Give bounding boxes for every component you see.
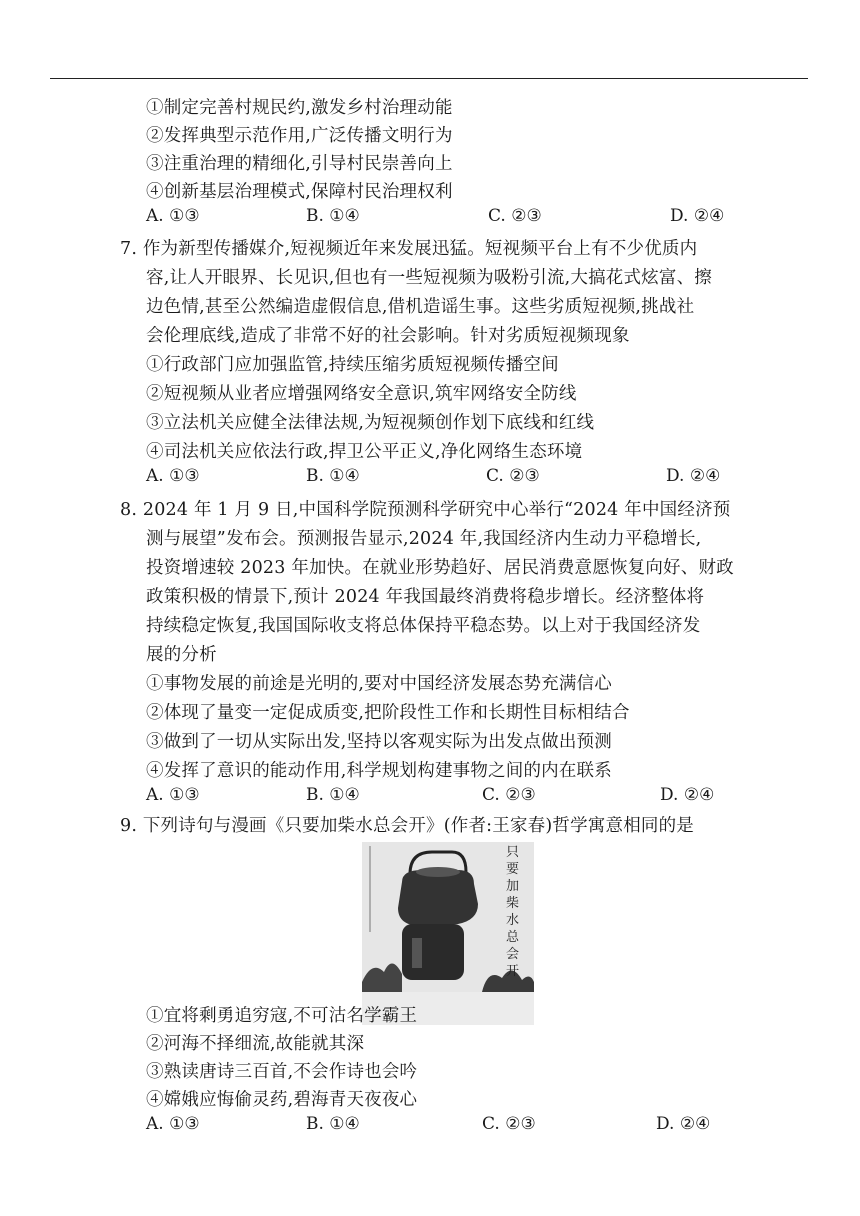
q6-option-a: A. ①③: [146, 206, 200, 226]
cartoon-caption: 只要加柴水总会开: [506, 845, 520, 979]
q7-stem-line-4: 会伦理底线,造成了非常不好的社会影响。针对劣质短视频现象: [146, 326, 630, 346]
q8-option-d: D. ②④: [660, 785, 715, 805]
q9-item-2: ②河海不择细流,故能就其深: [146, 1034, 365, 1054]
q8-stem-line-2: 测与展望”发布会。预测报告显示,2024 年,我国经济内生动力平稳增长,: [146, 529, 702, 549]
q8-item-1: ①事物发展的前途是光明的,要对中国经济发展态势充满信心: [146, 674, 612, 694]
q8-stem-line-3: 投资增速较 2023 年加快。在就业形势趋好、居民消费意愿恢复向好、财政: [146, 558, 734, 578]
q7-stem-line-1: 7. 作为新型传播媒介,短视频近年来发展迅猛。短视频平台上有不少优质内: [120, 239, 698, 259]
q9-item-3: ③熟读唐诗三百首,不会作诗也会吟: [146, 1062, 418, 1082]
q9-item-1: ①宜将剩勇追穷寇,不可沽名学霸王: [146, 1006, 418, 1026]
q8-stem-line-4: 政策积极的情景下,预计 2024 年我国最终消费将稳步增长。经济整体将: [146, 587, 705, 607]
q8-item-3: ③做到了一切从实际出发,坚持以客观实际为出发点做出预测: [146, 732, 612, 752]
q7-option-b: B. ①④: [306, 466, 360, 486]
q9-stem: 9. 下列诗句与漫画《只要加柴水总会开》(作者:王家春)哲学寓意相同的是: [120, 816, 695, 836]
q6-item-4: ④创新基层治理模式,保障村民治理权利: [146, 182, 453, 202]
q7-item-1: ①行政部门应加强监管,持续压缩劣质短视频传播空间: [146, 355, 559, 375]
q9-option-a: A. ①③: [146, 1114, 200, 1134]
q9-option-c: C. ②③: [482, 1114, 536, 1134]
q9-option-d: D. ②④: [656, 1114, 711, 1134]
q8-stem-line-1: 8. 2024 年 1 月 9 日,中国科学院预测科学研究中心举行“2024 年中国经济预: [120, 500, 731, 520]
q6-option-d: D. ②④: [670, 206, 725, 226]
q6-item-3: ③注重治理的精细化,引导村民崇善向上: [146, 154, 453, 174]
q6-option-c: C. ②③: [488, 206, 542, 226]
q9-item-4: ④嫦娥应悔偷灵药,碧海青天夜夜心: [146, 1090, 418, 1110]
q6-option-b: B. ①④: [306, 206, 360, 226]
q8-option-c: C. ②③: [482, 785, 536, 805]
q8-stem-line-5: 持续稳定恢复,我国国际收支将总体保持平稳态势。以上对于我国经济发: [146, 616, 701, 636]
q6-item-2: ②发挥典型示范作用,广泛传播文明行为: [146, 126, 453, 146]
q7-item-3: ③立法机关应健全法律法规,为短视频创作划下底线和红线: [146, 413, 595, 433]
q7-item-2: ②短视频从业者应增强网络安全意识,筑牢网络安全防线: [146, 384, 577, 404]
q7-option-a: A. ①③: [146, 466, 200, 486]
q7-option-d: D. ②④: [666, 466, 721, 486]
q8-option-a: A. ①③: [146, 785, 200, 805]
q7-stem-line-3: 边色情,甚至公然编造虚假信息,借机造谣生事。这些劣质短视频,挑战社: [146, 297, 695, 317]
q8-item-4: ④发挥了意识的能动作用,科学规划构建事物之间的内在联系: [146, 761, 612, 781]
q7-item-4: ④司法机关应依法行政,捍卫公平正义,净化网络生态环境: [146, 442, 583, 462]
q7-stem-line-2: 容,让人开眼界、长见识,但也有一些短视频为吸粉引流,大搞花式炫富、擦: [146, 268, 712, 288]
q8-stem-line-6: 展的分析: [146, 645, 217, 665]
q6-item-1: ①制定完善村规民约,激发乡村治理动能: [146, 98, 453, 118]
q9-option-b: B. ①④: [306, 1114, 360, 1134]
cartoon-image: [362, 842, 534, 1025]
q8-option-b: B. ①④: [306, 785, 360, 805]
q8-item-2: ②体现了量变一定促成质变,把阶段性工作和长期性目标相结合: [146, 703, 630, 723]
q7-option-c: C. ②③: [486, 466, 540, 486]
header-rule: [50, 78, 808, 79]
